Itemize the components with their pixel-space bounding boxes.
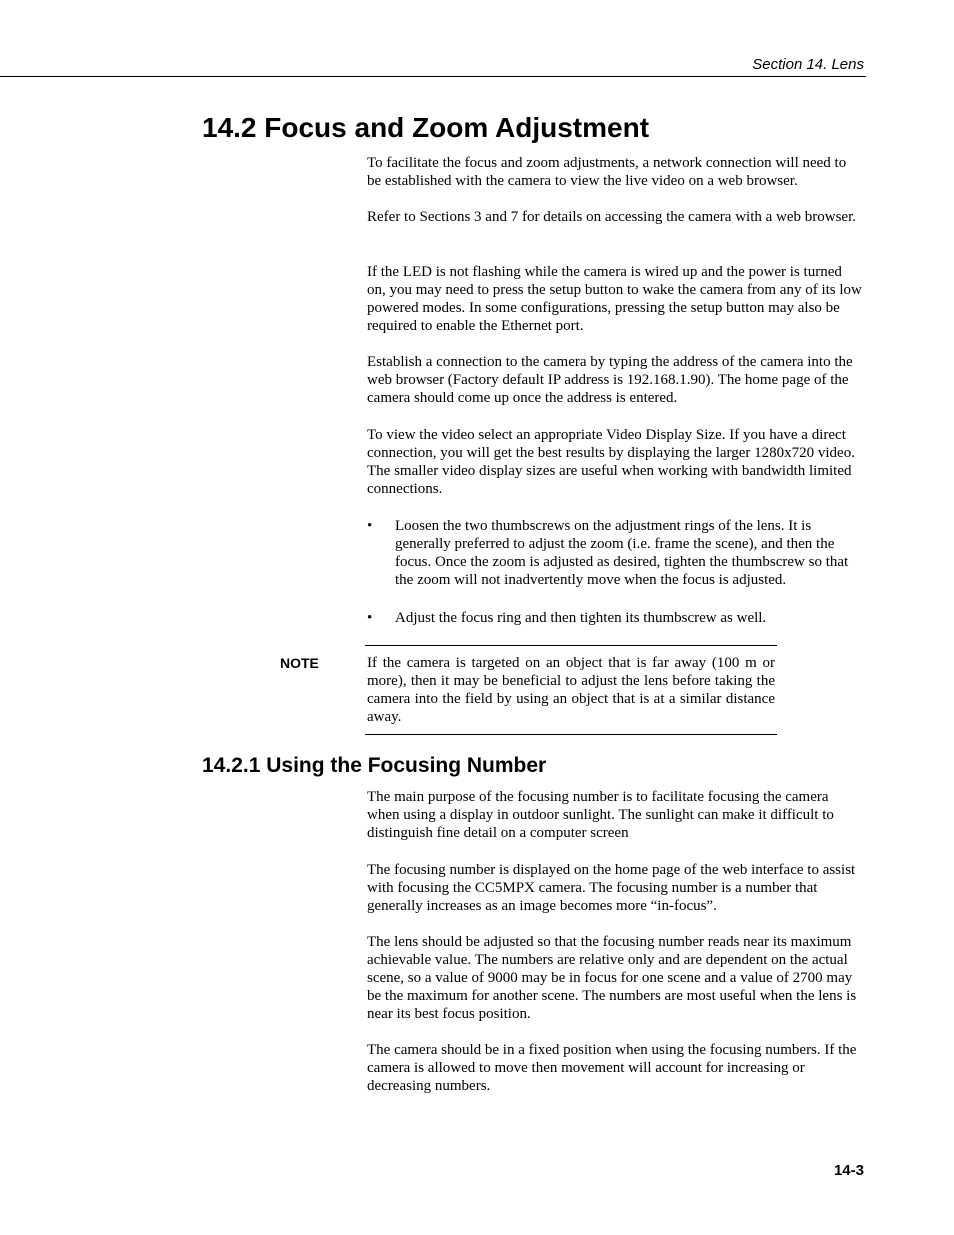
section-paragraph-4: Establish a connection to the camera by typing the address of the camera into the web browser (Factory default IP address is 192.168.1.90). The home page of the camera should come up once the address is entered. (367, 354, 853, 406)
header-rule (0, 76, 866, 77)
note-top-rule (365, 645, 777, 646)
note-bottom-rule (365, 734, 777, 735)
subsection-paragraph-2: The focusing number is displayed on the home page of the web interface to assist with focusing the CC5MPX camera. The focusing number is a number that generally increases as an image becomes more “in-focus”. (367, 862, 856, 914)
note-label: NOTE (280, 655, 319, 671)
bullet-text: Adjust the focus ring and then tighten its thumbscrew as well. (395, 610, 767, 626)
subsection-title: 14.2.1 Using the Focusing Number (202, 754, 547, 777)
note-text: If the camera is targeted on an object that is far away (100 m or more), then it may be beneficial to adjust the lens before taking the camera into the field by using an object that is at a similar distance away. (367, 655, 775, 725)
section-paragraph-1: To facilitate the focus and zoom adjustments, a network connection will need to be established with the camera to view the live video on a web browser. (367, 155, 847, 189)
bullet-symbol: • (367, 518, 373, 534)
bullet-text: Loosen the two thumbscrews on the adjustment rings of the lens. It is generally preferred to adjust the zoom (i.e. frame the scene), and then the focus. Once the zoom is adjusted as desired, tighten the thumbscrew so that the zoom will not inadvertently move when the focus is adjusted. (395, 518, 849, 588)
section-paragraph-3: If the LED is not flashing while the camera is wired up and the power is turned on, you may need to press the setup button to wake the camera from any of its low powered modes. In some configurations, pressing the setup button may also be required to enable the Ethernet port. (367, 264, 862, 334)
page-number: 14-3 (833, 1162, 864, 1179)
section-paragraph-5: To view the video select an appropriate Video Display Size. If you have a direct connection, you will get the best results by displaying the larger 1280x720 video. The smaller video display sizes are useful when working with bandwidth limited connections. (367, 427, 855, 497)
subsection-paragraph-4: The camera should be in a fixed position when using the focusing numbers. If the camera is allowed to move then movement will account for increasing or decreasing numbers. (367, 1042, 857, 1094)
subsection-paragraph-3: The lens should be adjusted so that the focusing number reads near its maximum achievable value. The numbers are relative only and are dependent on the actual scene, so a value of 9000 may be in focus for one scene and a value of 2700 may be the maximum for another scene. The numbers are most useful when the lens is near its best focus position. (367, 934, 857, 1022)
section-paragraph-2: Refer to Sections 3 and 7 for details on accessing the camera with a web browser. (367, 209, 857, 225)
bullet-symbol: • (367, 610, 373, 626)
running-header: Section 14. Lens (752, 56, 864, 73)
section-title: 14.2 Focus and Zoom Adjustment (202, 112, 650, 143)
subsection-paragraph-1: The main purpose of the focusing number is to facilitate focusing the camera when using a display in outdoor sunlight. The sunlight can make it difficult to distinguish fine detail on a computer screen (367, 789, 834, 841)
